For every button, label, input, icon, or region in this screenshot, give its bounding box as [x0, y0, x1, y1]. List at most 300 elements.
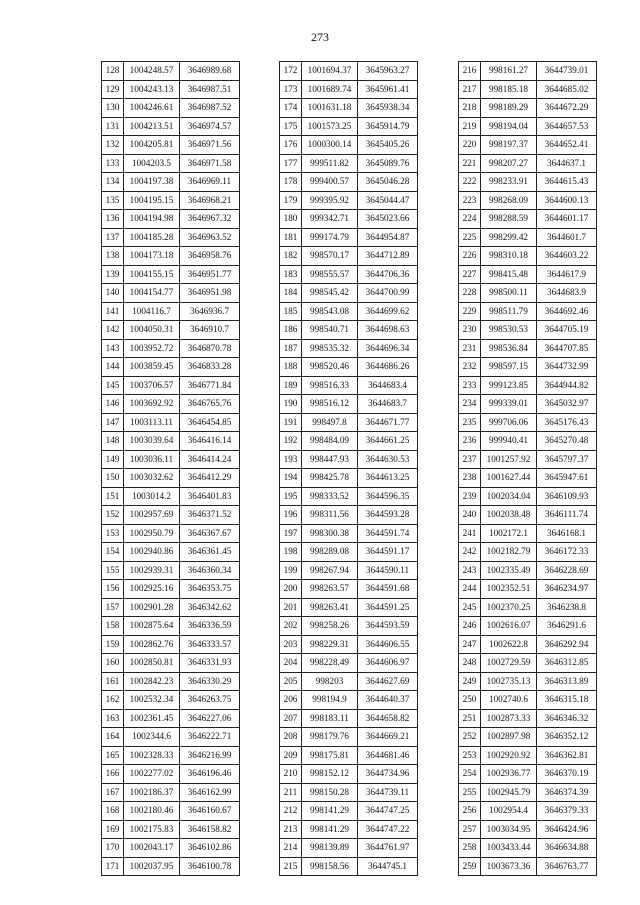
table-row: [459, 654, 597, 673]
x-coordinate-cell: 1003039.64: [124, 432, 180, 451]
table-row: [459, 598, 597, 617]
y-coordinate-cell: 3646910.7: [180, 321, 240, 340]
point-index-cell: 186: [280, 321, 302, 340]
y-coordinate-cell: 3644683.7: [358, 395, 418, 414]
point-index-cell: 217: [459, 80, 481, 99]
table-row: [102, 321, 240, 340]
y-coordinate-cell: 3644603.22: [537, 247, 597, 266]
y-coordinate-cell: 3646416.14: [180, 432, 240, 451]
table-row: [280, 598, 418, 617]
x-coordinate-cell: 998203: [302, 672, 358, 691]
x-coordinate-cell: 999511.82: [302, 154, 358, 173]
y-coordinate-cell: 3644705.19: [537, 321, 597, 340]
x-coordinate-cell: 1004246.61: [124, 99, 180, 118]
point-index-cell: 203: [280, 635, 302, 654]
x-coordinate-cell: 1002939.31: [124, 561, 180, 580]
y-coordinate-cell: 3644739.11: [358, 783, 418, 802]
y-coordinate-cell: 3646336.59: [180, 617, 240, 636]
x-coordinate-cell: 1003433.44: [481, 839, 537, 858]
y-coordinate-cell: 3644745.1: [358, 857, 418, 876]
table-row: [280, 543, 418, 562]
point-index-cell: 228: [459, 284, 481, 303]
point-index-cell: 145: [102, 376, 124, 395]
table-row: [459, 265, 597, 284]
table-row: [102, 358, 240, 377]
table-row: [102, 598, 240, 617]
point-index-cell: 132: [102, 136, 124, 155]
x-coordinate-cell: 1004116.7: [124, 302, 180, 321]
x-coordinate-cell: 1002186.37: [124, 783, 180, 802]
table-row: [459, 524, 597, 543]
x-coordinate-cell: 998597.15: [481, 358, 537, 377]
table-row: [459, 154, 597, 173]
table-row: [459, 487, 597, 506]
x-coordinate-cell: 1002729.59: [481, 654, 537, 673]
y-coordinate-cell: 3644944.82: [537, 376, 597, 395]
table-row: [459, 247, 597, 266]
point-index-cell: 138: [102, 247, 124, 266]
y-coordinate-cell: 3644617.9: [537, 265, 597, 284]
y-coordinate-cell: 3645405.26: [358, 136, 418, 155]
point-index-cell: 211: [280, 783, 302, 802]
x-coordinate-cell: 998555.57: [302, 265, 358, 284]
y-coordinate-cell: 3646987.51: [180, 80, 240, 99]
point-index-cell: 258: [459, 839, 481, 858]
x-coordinate-cell: 1002616.07: [481, 617, 537, 636]
table-row: [459, 228, 597, 247]
point-index-cell: 207: [280, 709, 302, 728]
point-index-cell: 172: [280, 62, 302, 81]
y-coordinate-cell: 3644706.36: [358, 265, 418, 284]
table-row: [102, 469, 240, 488]
table-row: [280, 746, 418, 765]
table-row: [102, 487, 240, 506]
table-row: [280, 173, 418, 192]
table-row: [280, 321, 418, 340]
y-coordinate-cell: 3646346.32: [537, 709, 597, 728]
x-coordinate-cell: 998310.18: [481, 247, 537, 266]
x-coordinate-cell: 1002175.83: [124, 820, 180, 839]
point-index-cell: 191: [280, 413, 302, 432]
x-coordinate-cell: 1002180.46: [124, 802, 180, 821]
y-coordinate-cell: 3644593.28: [358, 506, 418, 525]
x-coordinate-cell: 1004154.77: [124, 284, 180, 303]
table-row: [102, 413, 240, 432]
y-coordinate-cell: 3646951.77: [180, 265, 240, 284]
y-coordinate-cell: 3644692.46: [537, 302, 597, 321]
table-row: [280, 62, 418, 81]
point-index-cell: 219: [459, 117, 481, 136]
table-row: [459, 339, 597, 358]
point-index-cell: 224: [459, 210, 481, 229]
point-index-cell: 245: [459, 598, 481, 617]
table-row: [280, 432, 418, 451]
point-index-cell: 221: [459, 154, 481, 173]
table-row: [280, 358, 418, 377]
x-coordinate-cell: 998540.71: [302, 321, 358, 340]
y-coordinate-cell: 3644661.25: [358, 432, 418, 451]
point-index-cell: 225: [459, 228, 481, 247]
x-coordinate-cell: 1003706.57: [124, 376, 180, 395]
y-coordinate-cell: 3644685.02: [537, 80, 597, 99]
table-row: [102, 265, 240, 284]
table-row: [102, 524, 240, 543]
table-row: [280, 265, 418, 284]
point-index-cell: 242: [459, 543, 481, 562]
point-index-cell: 159: [102, 635, 124, 654]
table-row: [102, 136, 240, 155]
table-row: [280, 487, 418, 506]
y-coordinate-cell: 3646330.29: [180, 672, 240, 691]
y-coordinate-cell: 3646196.46: [180, 765, 240, 784]
point-index-cell: 170: [102, 839, 124, 858]
y-coordinate-cell: 3644627.69: [358, 672, 418, 691]
x-coordinate-cell: 998511.79: [481, 302, 537, 321]
x-coordinate-cell: 1004155.15: [124, 265, 180, 284]
y-coordinate-cell: 3644712.89: [358, 247, 418, 266]
y-coordinate-cell: 3646111.74: [537, 506, 597, 525]
y-coordinate-cell: 3646362.81: [537, 746, 597, 765]
point-index-cell: 149: [102, 450, 124, 469]
x-coordinate-cell: 998197.37: [481, 136, 537, 155]
y-coordinate-cell: 3646967.32: [180, 210, 240, 229]
y-coordinate-cell: 3646969.11: [180, 173, 240, 192]
point-index-cell: 146: [102, 395, 124, 414]
x-coordinate-cell: 998194.04: [481, 117, 537, 136]
point-index-cell: 235: [459, 413, 481, 432]
point-index-cell: 213: [280, 820, 302, 839]
table-row: [280, 284, 418, 303]
x-coordinate-cell: 1002172.1: [481, 524, 537, 543]
table-row: [280, 728, 418, 747]
y-coordinate-cell: 3646936.7: [180, 302, 240, 321]
point-index-cell: 236: [459, 432, 481, 451]
table-row: [280, 857, 418, 876]
point-index-cell: 182: [280, 247, 302, 266]
table-row: [102, 709, 240, 728]
table-row: [102, 173, 240, 192]
x-coordinate-cell: 1002740.6: [481, 691, 537, 710]
y-coordinate-cell: 3644739.01: [537, 62, 597, 81]
x-coordinate-cell: 1002335.49: [481, 561, 537, 580]
table-row: [280, 154, 418, 173]
y-coordinate-cell: 3644700.99: [358, 284, 418, 303]
y-coordinate-cell: 3646454.85: [180, 413, 240, 432]
point-index-cell: 140: [102, 284, 124, 303]
table-row: [280, 395, 418, 414]
x-coordinate-cell: 998189.29: [481, 99, 537, 118]
point-index-cell: 189: [280, 376, 302, 395]
x-coordinate-cell: 998516.33: [302, 376, 358, 395]
point-index-cell: 218: [459, 99, 481, 118]
table-row: [102, 450, 240, 469]
table-row: [102, 580, 240, 599]
table-row: [280, 99, 418, 118]
point-index-cell: 155: [102, 561, 124, 580]
x-coordinate-cell: 1002352.51: [481, 580, 537, 599]
x-coordinate-cell: 999339.01: [481, 395, 537, 414]
y-coordinate-cell: 3644761.97: [358, 839, 418, 858]
y-coordinate-cell: 3646172.33: [537, 543, 597, 562]
point-index-cell: 250: [459, 691, 481, 710]
point-index-cell: 157: [102, 598, 124, 617]
table-row: [280, 247, 418, 266]
table-row: [102, 857, 240, 876]
table-row: [102, 672, 240, 691]
point-index-cell: 137: [102, 228, 124, 247]
table-row: [459, 376, 597, 395]
table-row: [280, 136, 418, 155]
y-coordinate-cell: 3644590.11: [358, 561, 418, 580]
y-coordinate-cell: 3644686.26: [358, 358, 418, 377]
table-row: [280, 469, 418, 488]
point-index-cell: 215: [280, 857, 302, 876]
y-coordinate-cell: 3644606.97: [358, 654, 418, 673]
table-row: [102, 820, 240, 839]
y-coordinate-cell: 3646291.6: [537, 617, 597, 636]
point-index-cell: 240: [459, 506, 481, 525]
x-coordinate-cell: 1000300.14: [302, 136, 358, 155]
y-coordinate-cell: 3645046.28: [358, 173, 418, 192]
y-coordinate-cell: 3644657.53: [537, 117, 597, 136]
table-row: [102, 746, 240, 765]
point-index-cell: 165: [102, 746, 124, 765]
x-coordinate-cell: 1004205.81: [124, 136, 180, 155]
table-row: [102, 783, 240, 802]
x-coordinate-cell: 998516.12: [302, 395, 358, 414]
point-index-cell: 243: [459, 561, 481, 580]
point-index-cell: 227: [459, 265, 481, 284]
x-coordinate-cell: 998288.59: [481, 210, 537, 229]
table-row: [102, 395, 240, 414]
point-index-cell: 135: [102, 191, 124, 210]
point-index-cell: 129: [102, 80, 124, 99]
table-row: [102, 617, 240, 636]
x-coordinate-cell: 998185.18: [481, 80, 537, 99]
point-index-cell: 144: [102, 358, 124, 377]
x-coordinate-cell: 1002034.04: [481, 487, 537, 506]
table-row: [459, 450, 597, 469]
x-coordinate-cell: 1002344.6: [124, 728, 180, 747]
x-coordinate-cell: 1003014.2: [124, 487, 180, 506]
x-coordinate-cell: 998194.9: [302, 691, 358, 710]
point-index-cell: 197: [280, 524, 302, 543]
point-index-cell: 184: [280, 284, 302, 303]
y-coordinate-cell: 3645044.47: [358, 191, 418, 210]
x-coordinate-cell: 998484.09: [302, 432, 358, 451]
x-coordinate-cell: 1004213.51: [124, 117, 180, 136]
y-coordinate-cell: 3646870.78: [180, 339, 240, 358]
point-index-cell: 209: [280, 746, 302, 765]
point-index-cell: 141: [102, 302, 124, 321]
table-row: [102, 117, 240, 136]
x-coordinate-cell: 998299.42: [481, 228, 537, 247]
x-coordinate-cell: 1001694.37: [302, 62, 358, 81]
table-row: [459, 321, 597, 340]
y-coordinate-cell: 3646292.94: [537, 635, 597, 654]
table-row: [280, 450, 418, 469]
table-row: [459, 191, 597, 210]
y-coordinate-cell: 3646216.99: [180, 746, 240, 765]
table-row: [280, 80, 418, 99]
point-index-cell: 187: [280, 339, 302, 358]
y-coordinate-cell: 3646312.85: [537, 654, 597, 673]
table-row: [102, 247, 240, 266]
table-row: [459, 284, 597, 303]
x-coordinate-cell: 1004195.15: [124, 191, 180, 210]
x-coordinate-cell: 999123.85: [481, 376, 537, 395]
x-coordinate-cell: 1004185.28: [124, 228, 180, 247]
table-row: [459, 506, 597, 525]
point-index-cell: 231: [459, 339, 481, 358]
x-coordinate-cell: 998300.38: [302, 524, 358, 543]
y-coordinate-cell: 3644747.22: [358, 820, 418, 839]
y-coordinate-cell: 3646313.89: [537, 672, 597, 691]
table-row: [459, 80, 597, 99]
x-coordinate-cell: 998311.56: [302, 506, 358, 525]
table-row: [280, 617, 418, 636]
x-coordinate-cell: 998179.76: [302, 728, 358, 747]
table-row: [280, 820, 418, 839]
table-row: [102, 506, 240, 525]
table-row: [459, 62, 597, 81]
x-coordinate-cell: 998139.89: [302, 839, 358, 858]
point-index-cell: 136: [102, 210, 124, 229]
x-coordinate-cell: 1002850.81: [124, 654, 180, 673]
point-index-cell: 234: [459, 395, 481, 414]
point-index-cell: 220: [459, 136, 481, 155]
y-coordinate-cell: 3644601.7: [537, 228, 597, 247]
x-coordinate-cell: 998333.52: [302, 487, 358, 506]
x-coordinate-cell: 1002873.33: [481, 709, 537, 728]
x-coordinate-cell: 998497.8: [302, 413, 358, 432]
point-index-cell: 233: [459, 376, 481, 395]
y-coordinate-cell: 3645270.48: [537, 432, 597, 451]
point-index-cell: 171: [102, 857, 124, 876]
table-row: [280, 210, 418, 229]
table-row: [102, 62, 240, 81]
point-index-cell: 230: [459, 321, 481, 340]
x-coordinate-cell: 998543.08: [302, 302, 358, 321]
y-coordinate-cell: 3645914.79: [358, 117, 418, 136]
x-coordinate-cell: 1004050.31: [124, 321, 180, 340]
point-index-cell: 179: [280, 191, 302, 210]
x-coordinate-cell: 1004203.5: [124, 154, 180, 173]
x-coordinate-cell: 998425.78: [302, 469, 358, 488]
y-coordinate-cell: 3644747.25: [358, 802, 418, 821]
x-coordinate-cell: 998500.11: [481, 284, 537, 303]
y-coordinate-cell: 3644669.21: [358, 728, 418, 747]
x-coordinate-cell: 1002940.86: [124, 543, 180, 562]
x-coordinate-cell: 999174.79: [302, 228, 358, 247]
x-coordinate-cell: 999400.57: [302, 173, 358, 192]
table-row: [459, 802, 597, 821]
table-row: [102, 80, 240, 99]
x-coordinate-cell: 998150.28: [302, 783, 358, 802]
y-coordinate-cell: 3644681.46: [358, 746, 418, 765]
point-index-cell: 193: [280, 450, 302, 469]
point-index-cell: 168: [102, 802, 124, 821]
y-coordinate-cell: 3644652.41: [537, 136, 597, 155]
table-row: [459, 395, 597, 414]
point-index-cell: 248: [459, 654, 481, 673]
y-coordinate-cell: 3644606.55: [358, 635, 418, 654]
table-row: [280, 783, 418, 802]
table-row: [280, 228, 418, 247]
y-coordinate-cell: 3646109.93: [537, 487, 597, 506]
x-coordinate-cell: 1002037.95: [124, 857, 180, 876]
point-index-cell: 147: [102, 413, 124, 432]
table-row: [280, 339, 418, 358]
y-coordinate-cell: 3644672.29: [537, 99, 597, 118]
x-coordinate-cell: 998228.49: [302, 654, 358, 673]
table-row: [459, 173, 597, 192]
table-row: [459, 617, 597, 636]
x-coordinate-cell: 1002862.76: [124, 635, 180, 654]
x-coordinate-cell: 998158.56: [302, 857, 358, 876]
y-coordinate-cell: 3646353.75: [180, 580, 240, 599]
point-index-cell: 206: [280, 691, 302, 710]
table-row: [459, 543, 597, 562]
x-coordinate-cell: 998535.32: [302, 339, 358, 358]
point-index-cell: 223: [459, 191, 481, 210]
table-row: [459, 432, 597, 451]
y-coordinate-cell: 3646162.99: [180, 783, 240, 802]
point-index-cell: 257: [459, 820, 481, 839]
y-coordinate-cell: 3644732.99: [537, 358, 597, 377]
y-coordinate-cell: 3646763.77: [537, 857, 597, 876]
y-coordinate-cell: 3646228.69: [537, 561, 597, 580]
y-coordinate-cell: 3646833.28: [180, 358, 240, 377]
y-coordinate-cell: 3646412.29: [180, 469, 240, 488]
point-index-cell: 151: [102, 487, 124, 506]
y-coordinate-cell: 3644698.63: [358, 321, 418, 340]
table-row: [280, 561, 418, 580]
point-index-cell: 163: [102, 709, 124, 728]
x-coordinate-cell: 1002945.79: [481, 783, 537, 802]
table-row: [102, 99, 240, 118]
table-row: [280, 691, 418, 710]
x-coordinate-cell: 1003034.95: [481, 820, 537, 839]
coordinate-table-1: [101, 61, 240, 876]
table-row: [280, 635, 418, 654]
point-index-cell: 253: [459, 746, 481, 765]
y-coordinate-cell: 3646331.93: [180, 654, 240, 673]
x-coordinate-cell: 1002897.98: [481, 728, 537, 747]
point-index-cell: 247: [459, 635, 481, 654]
y-coordinate-cell: 3646360.34: [180, 561, 240, 580]
table-row: [102, 191, 240, 210]
y-coordinate-cell: 3644593.59: [358, 617, 418, 636]
y-coordinate-cell: 3646771.84: [180, 376, 240, 395]
table-row: [280, 672, 418, 691]
point-index-cell: 167: [102, 783, 124, 802]
point-index-cell: 183: [280, 265, 302, 284]
table-row: [459, 117, 597, 136]
point-index-cell: 173: [280, 80, 302, 99]
y-coordinate-cell: 3646222.71: [180, 728, 240, 747]
point-index-cell: 174: [280, 99, 302, 118]
table-row: [280, 413, 418, 432]
point-index-cell: 166: [102, 765, 124, 784]
x-coordinate-cell: 1004197.38: [124, 173, 180, 192]
point-index-cell: 195: [280, 487, 302, 506]
table-row: [280, 580, 418, 599]
point-index-cell: 142: [102, 321, 124, 340]
point-index-cell: 148: [102, 432, 124, 451]
y-coordinate-cell: 3646765.76: [180, 395, 240, 414]
y-coordinate-cell: 3645797.37: [537, 450, 597, 469]
